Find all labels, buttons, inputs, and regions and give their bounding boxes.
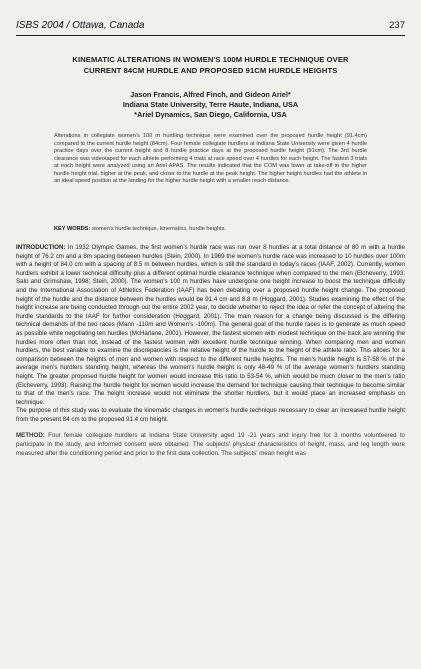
paper-title <box>16 55 405 76</box>
header-rule <box>16 35 405 36</box>
keywords-text: women's hurdle technique, kinematics, hurdle heights. <box>91 226 226 232</box>
body-text <box>16 244 405 458</box>
method-label: METHOD: <box>16 432 45 440</box>
author-names: Jason Francis, Alfred Finch, and Gideon Ariel* <box>130 90 291 99</box>
running-head <box>16 20 405 31</box>
method-text: Four female collegiate hurdlers at Indiana State University aged 19 -21 years and injury free for 3 months volunteered to participate in the study, and informed consent were obtained. The subjects' physical characteristics of height, mass, and leg length were measured after the conditioning period and prior to the first data collection. The subjects' mean height was <box>16 432 405 457</box>
author-block <box>16 90 405 120</box>
keywords-label: KEY WORDS: <box>54 226 91 232</box>
title-line-1: KINEMATIC ALTERATIONS IN WOMEN'S 100M HURDLE TECHNIQUE OVER <box>72 55 349 64</box>
keywords <box>54 226 367 234</box>
method-paragraph <box>16 432 405 458</box>
affiliation-1: Indiana State University, Terre Haute, Indiana, USA <box>122 100 299 109</box>
introduction-text: In 1932 Olympic Games, the first women's hurdle race was run over 8 hurdles at a total distance of 80 m with a hurdle height of 76.2 cm and a 8m spacing between hurdles (Stein, 2000). In 1969 the women's hurdle race was increased to 10 hurdles over 100m with a height of 84.0 cm with a spacing of 8.5 m between hurdles, which is still the standard in today's races (IAAF, 2002). Currently, women hurdlers exhibit a lower technical difficulty plus a different optimal hurdle clearance technique when compared to the men (Elcheverry, 1993; Salo and Grimshaw, 1998; Stein, 2000). The women's 100 m hurdles have undergone one height increase to boost the technique difficulty and the International Association of Athletics Federation (IAAF) has been debating over a proposed hurdle height change. The proposed height of the hurdle and the distance between the hurdles would be 91.4 cm and 8.8 m (Hoggard, 2001). Studies examining the effect of the height increase are being conducted through out the entire 2002 year, to decide whether to reject the idea or refer the concept of altering the hurdle standards to the IAAF for further consideration (Hoggard, 2001). The main reason for a change being discussed is the differing technical demands of the two races (Mann -110m and Women's -100m). The general goal of the hurdle races is to generate as much speed as possible while negotiating ten hurdles (McHarlane, 2001). However, the fastest women with modest technique on the track are winning the hurdles more often than not, instead of the fastest women with excellent hurdle technique winning. When comparing men and women hurdlers, the best variable to examine the discrepancies is the relative height of the hurdle to the height of the athlete ratio. This allows for a comparison between the heights of men and women with respect to the different hurdle heights. The men's hurdle height is 57-58 % of the average men's hurdlers standing height, whereas the women's hurdle height is only 48-49 % of the average women's hurdlers standing height. The greater proposed hurdle height for women would increase this ratio to 53-54 %, which would be much closer to the men's ratio (Elcheverry, 1993). Raising the hurdle height for women would increase the demand for technique causing their technique to become similar to that of the men's race. The height increase would not eliminate the shorter hurdlers, but it would place an increased emphasis on technique. <box>16 244 405 406</box>
introduction-label: INTRODUCTION: <box>16 244 66 251</box>
title-line-2: CURRENT 84CM HURDLE AND PROPOSED 91CM HURDLE HEIGHTS <box>83 65 338 75</box>
affiliation-2: *Ariel Dynamics, San Diego, California, USA <box>134 110 287 119</box>
page-number: 237 <box>389 20 405 31</box>
introduction-paragraph <box>16 244 405 407</box>
conference-name: ISBS 2004 / Ottawa, Canada <box>16 20 145 31</box>
purpose-paragraph: The purpose of this study was to evaluate the kinematic changes in women's hurdle technique necessary to clear an increased hurdle height from the present 84 cm to the proposed 91.4 cm height. <box>16 407 405 423</box>
abstract: Alterations in collegiate women's 100 m hurdling technique were examined over the proposed hurdle height (91.4cm) compared to the current hurdle height (84cm). Four female collegiate hurdlers at Indiana State University were given 4 hurdle practice days over the current height and 8 hurdle practice days at the proposed hurdle height (91cm). The 3rd hurdle clearance was videotaped for each athlete performing 4 trials at race speed over 4 hurdles for each height. The fastest 3 trials at each height were analyzed using an Ariel APAS. The results indicated that the COM was lower at take-off in the higher hurdle height trial, higher at the peak, and closer to the hurdle at the peak height. The higher height hurdles had the athlete in an ideal speed position at the landing for the higher hurdle height with a smaller reach distance. <box>54 133 367 184</box>
section-gap <box>16 424 405 432</box>
